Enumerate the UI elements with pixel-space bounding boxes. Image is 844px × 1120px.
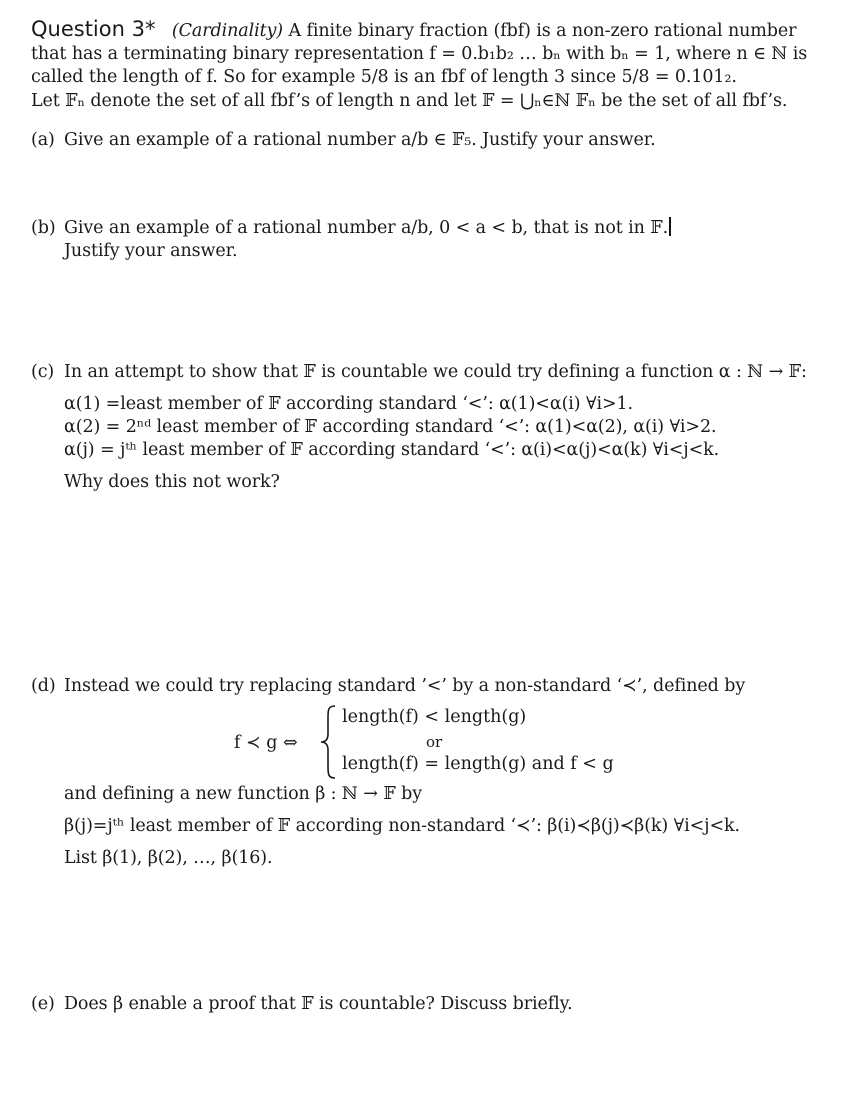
header-line-1: A finite binary fraction (fbf) is a non-zero rational number [288,21,797,41]
part-e-text: Does β enable a proof that 𝔽 is countable? Discuss briefly. [64,994,573,1014]
part-c-label: (c) [31,362,55,382]
part-d-intro: Instead we could try replacing standard ’<’ by a non-standard ‘≺’, defined by [64,676,746,696]
part-c-def-1: α(1) =least member of 𝔽 according standard ‘<’: α(1)<α(i) ∀i>1. [64,394,634,414]
question-header [31,18,796,42]
part-e [31,993,573,1015]
order-case-1: length(f) < length(g) [342,707,527,727]
part-c-def-3: α(j) = jᵗʰ least member of 𝔽 according standard ‘<’: α(i)<α(j)<α(k) ∀i<j<k. [64,440,720,460]
part-a-text: Give an example of a rational number a/b ∈ 𝔽₅. Justify your answer. [64,130,656,150]
part-b-line-2: Justify your answer. [64,241,238,261]
part-d-def: β(j)=jᵗʰ least member of 𝔽 according non-standard ‘≺’: β(i)≺β(j)≺β(k) ∀i<j<k. [64,816,740,836]
part-a [31,129,656,151]
part-a-label: (a) [31,130,55,150]
part-d-label: (d) [31,676,56,696]
text-cursor [669,217,671,236]
header-line-4: Let 𝔽ₙ denote the set of all fbf’s of length n and let 𝔽 = ⋃ₙ∈ℕ 𝔽ₙ be the set of all fbf’s. [31,91,788,111]
part-c-def-2: α(2) = 2ⁿᵈ least member of 𝔽 according standard ‘<’: α(1)<α(2), α(i) ∀i>2. [64,417,717,437]
part-d-list: List β(1), β(2), …, β(16). [64,848,273,868]
part-b [31,217,671,239]
order-definition-lhs: f ≺ g ⇔ [234,733,298,753]
part-c [31,361,807,383]
left-brace-icon [318,704,338,780]
part-b-line-1: Give an example of a rational number a/b, 0 < a < b, that is not in 𝔽. [64,218,669,238]
part-c-intro: In an attempt to show that 𝔽 is countable we could try defining a function α : ℕ → 𝔽: [64,362,807,382]
header-line-2: that has a terminating binary representation f = 0.b₁b₂ … bₙ with bₙ = 1, where n ∈ ℕ is [31,44,808,64]
question-title: Question 3* [31,17,156,41]
order-or: or [426,733,443,751]
part-d-after: and defining a new function β : ℕ → 𝔽 by [64,784,422,804]
question-topic: (Cardinality) [171,21,284,41]
part-e-label: (e) [31,994,55,1014]
part-d [31,675,745,697]
header-line-3: called the length of f. So for example 5/8 is an fbf of length 3 since 5/8 = 0.101₂. [31,67,737,87]
part-b-label: (b) [31,218,56,238]
order-case-2: length(f) = length(g) and f < g [342,754,614,774]
part-c-question: Why does this not work? [64,472,280,492]
